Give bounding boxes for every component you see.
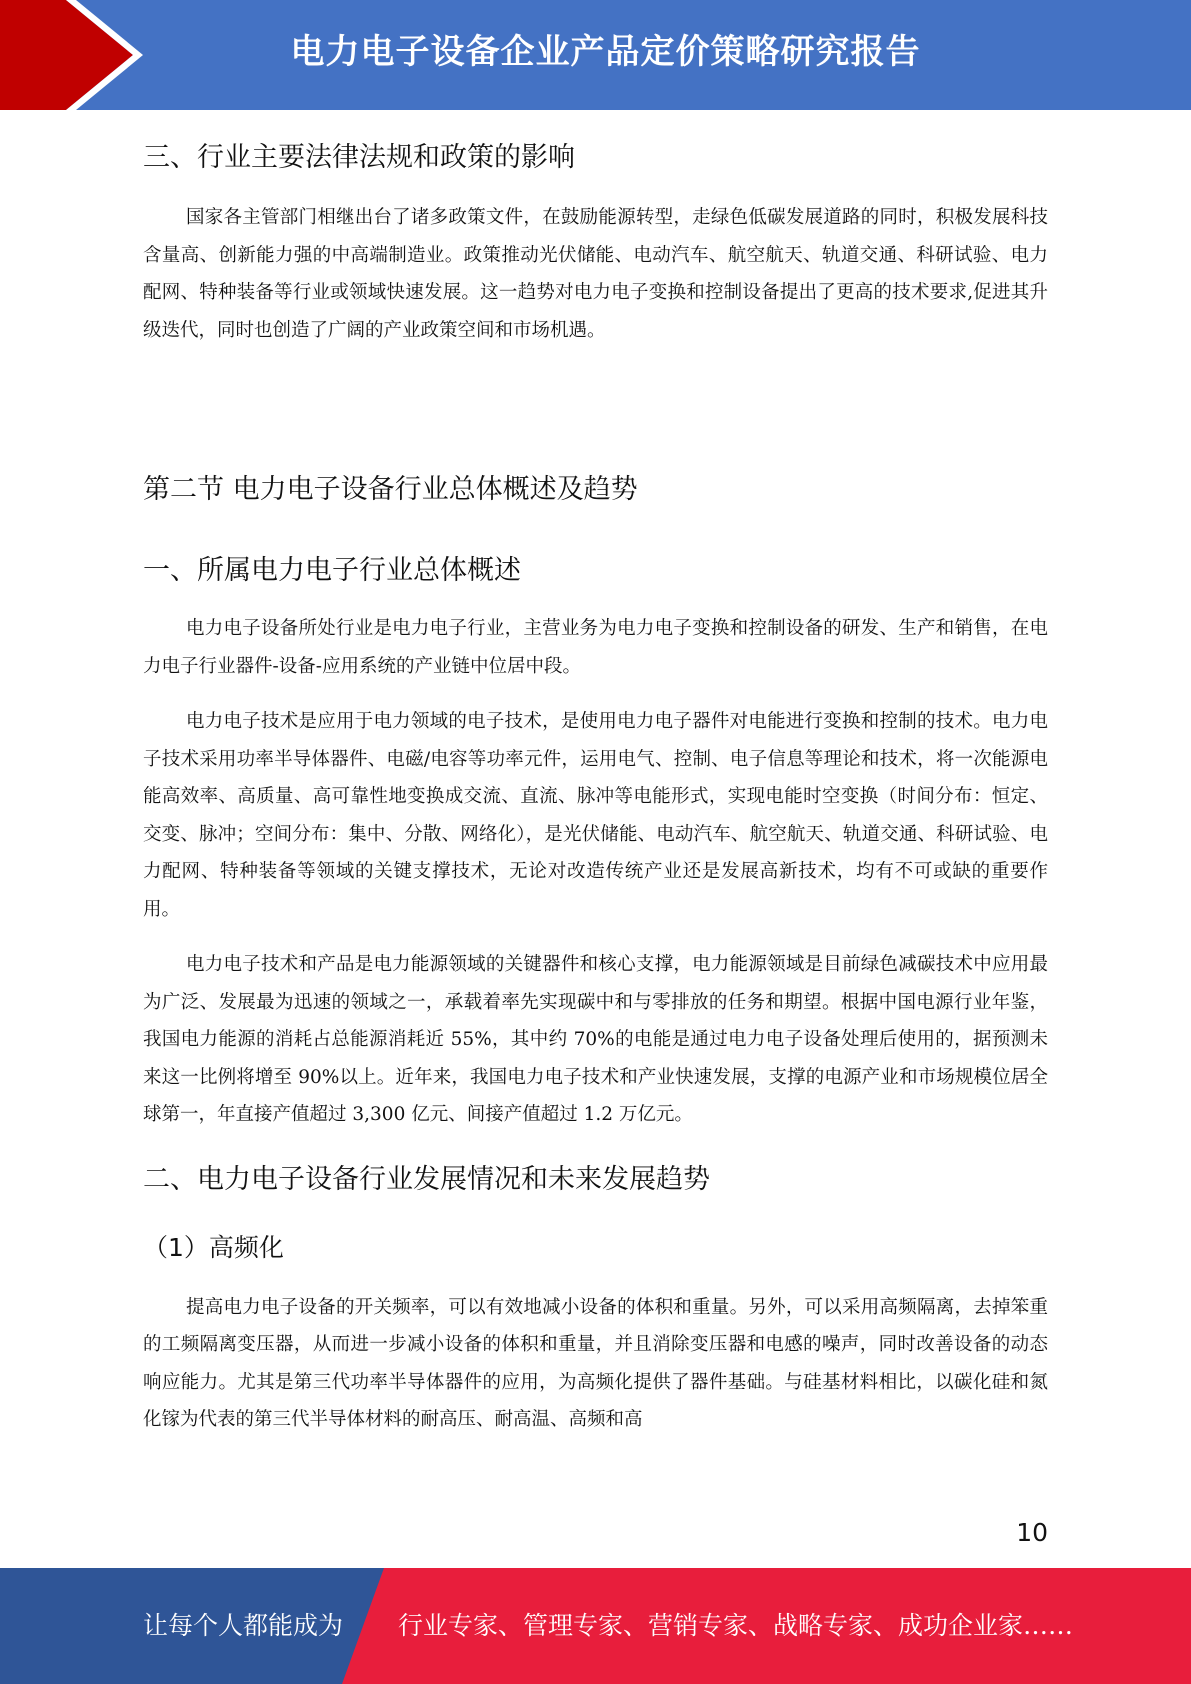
footer-slogan-left: 让每个人都能成为 [143,1611,344,1640]
page-header [0,0,1191,110]
subsection-heading-industry-overview: 一、所属电力电子行业总体概述 [143,555,521,586]
page-content [143,125,1048,1439]
item-heading-high-frequency: （1）高频化 [143,1232,284,1262]
paragraph-policy: 国家各主管部门相继出台了诸多政策文件，在鼓励能源转型，走绿色低碳发展道路的同时，积极发展科技含量高、创新能力强的中高端制造业。政策推动光伏储能、电动汽车、航空航天、轨道交通、科研试验、电力配网、特种装备等行业或领域快速发展。这一趋势对电力电子变换和控制设备提出了更高的技术要求,促进其升级迭代，同时也创造了广阔的产业政策空间和市场机遇。 [143,207,1048,341]
paragraph-overview-2: 电力电子技术是应用于电力领域的电子技术，是使用电力电子器件对电能进行变换和控制的技术。电力电子技术采用功率半导体器件、电磁/电容等功率元件，运用电气、控制、电子信息等理论和技术，将一次能源电能高效率、高质量、高可靠性地变换成交流、直流、脉冲等电能形式，实现电能时空变换（时间分布：恒定、交变、脉冲；空间分布：集中、分散、网络化），是光伏储能、电动汽车、航空航天、轨道交通、科研试验、电力配网、特种装备等领域的关键支撑技术，无论对改造传统产业还是发展高新技术，均有不可或缺的重要作用。 [143,711,1048,920]
page-footer [0,1568,1191,1684]
paragraph-overview-3: 电力电子技术和产品是电力能源领域的关键器件和核心支撑，电力能源领域是目前绿色减碳技术中应用最为广泛、发展最为迅速的领域之一，承载着率先实现碳中和与零排放的任务和期望。根据中国电源行业年鉴，我国电力能源的消耗占总能源消耗近 55%，其中约 70%的电能是通过电力电子设备处理后使用的，据预测未来这一比例将增至 90%以上。近年来，我国电力电子技术和产业快速发展，支撑的电源产业和市场规模位居全球第一，年直接产值超过 3,300 亿元、间接产值超过 1.2 万亿元。 [143,954,1048,1125]
section-heading-overview-trends: 第二节 电力电子设备行业总体概述及趋势 [143,474,638,505]
paragraph-overview-1: 电力电子设备所处行业是电力电子行业，主营业务为电力电子变换和控制设备的研发、生产和销售，在电力电子行业器件-设备-应用系统的产业链中位居中段。 [143,618,1048,677]
section-heading-policy: 三、行业主要法律法规和政策的影响 [143,142,575,173]
subsection-heading-development-trends: 二、电力电子设备行业发展情况和未来发展趋势 [143,1163,710,1195]
paragraph-high-frequency: 提高电力电子设备的开关频率，可以有效地减小设备的体积和重量。另外，可以采用高频隔离，去掉笨重的工频隔离变压器，从而进一步减小设备的体积和重量，并且消除变压器和电感的噪声，同时改善设备的动态响应能力。尤其是第三代功率半导体器件的应用，为高频化提供了器件基础。与硅基材料相比，以碳化硅和氮化镓为代表的第三代半导体材料的耐高压、耐高温、高频和高 [143,1296,1048,1430]
page-number: 10 [1016,1518,1048,1547]
report-title: 电力电子设备企业产品定价策略研究报告 [290,32,921,72]
footer-slogan-right: 行业专家、管理专家、营销专家、战略专家、成功企业家…… [398,1611,1074,1640]
